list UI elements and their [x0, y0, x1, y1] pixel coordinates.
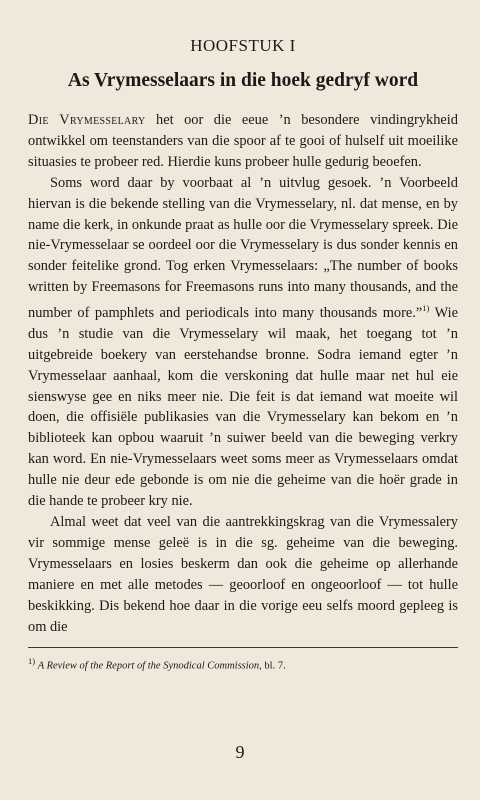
- paragraph-lead: Die Vrymesselary: [28, 112, 146, 128]
- chapter-title: As Vrymesselaars in die hoek gedryf word: [67, 70, 419, 91]
- footnote-marker: 1): [28, 656, 36, 667]
- paragraph-3: Almal weet dat veel van die aantrekkingskrag van die Vrymessalery vir sommige mense geleë is in die sg. geheime van die beweging. Vrymesselaars en losies beskerm dan ook die geheime op allerhande maniere en met alle metodes — geoorloof en ongeoorloof — tot hulle beskikking. Dis bekend hoe daar in die vorige eeu selfs moord gepleeg is om die: [28, 514, 458, 635]
- footnote-page: bl. 7.: [261, 660, 286, 672]
- paragraph-1-text: het oor die eeue ’n besondere vindingrykheid ontwikkel om teenstanders van die spoor af te gooi of hulself uit moeilike situasies te probeer red. Hierdie kuns probeer hulle gedurig beoefen.: [28, 112, 458, 170]
- paragraph-2-text-b: Wie dus ’n studie van die Vrymesselary wil maak, het toegang tot ’n uitgebreide boekery van eerstehandse bronne. Sodra iemand egter ’n Vrymesselaar aanhaal, kom die verskoning dat hulle maar net hul eie sienswyse gee en niks meer nie. Die feit is dat iemand wat moeite wil doen, die offisiële publikasies van die Vrymesselary kan bekom en ’n biblioteek kan opbou waaruit ’n suiwer beeld van die beweging verkry kan word. En nie-Vrymesselaars weet soms meer as Vrymesselaars omdat hulle nie deur ede gebonde is om nie die geheime van die hoër grade in die hande te probeer kry nie.: [28, 304, 458, 510]
- chapter-heading: HOOFSTUK I: [190, 36, 296, 55]
- paragraph-2: [28, 173, 458, 512]
- paragraph-2-text-a: Soms word daar by voorbaat al ’n uitvlug gesoek. ’n Voorbeeld hiervan is die bekende stelling van die Vrymesselary, nl. dat mense, en by name die kerk, in onkunde praat as hulle oor die Vrymesselary spreek. Die nie-Vrymesselaar se oordeel oor die Vrymesselary is dus sonder kennis en sonder feitelike grond. Tog erken Vrymesselaars: „The number of books written by Freemasons for Freemasons runs into many thousands, and the number of pamphlets and periodicals into many thousands more.”: [28, 174, 458, 321]
- page-number: 9: [235, 742, 245, 762]
- body-text: [28, 110, 458, 637]
- footnote-source: A Review of the Report of the Synodical Commission,: [37, 660, 262, 672]
- paragraph-1: [28, 110, 458, 173]
- footnote: [28, 654, 458, 674]
- footnote-rule: [28, 647, 458, 648]
- footnote-reference: 1): [422, 303, 430, 314]
